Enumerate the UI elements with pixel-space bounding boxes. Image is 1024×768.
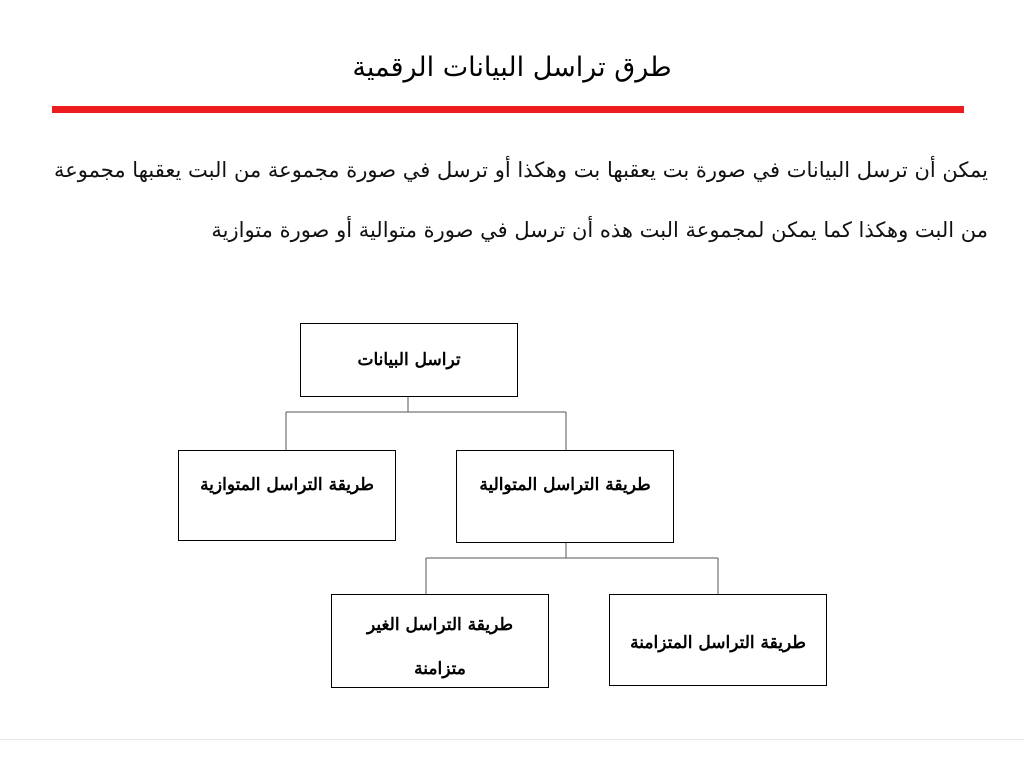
diagram-serial-box <box>456 450 674 543</box>
footer-divider <box>0 739 1024 740</box>
diagram-root-box <box>300 323 518 397</box>
slide-title: طرق تراسل البيانات الرقمية <box>352 52 672 83</box>
diagram-async-label: طريقة التراسل الغير متزامنة <box>366 615 514 679</box>
body-paragraph: يمكن أن ترسل البيانات في صورة بت يعقبها بت وهكذا أو ترسل في صورة مجموعة من البت يعقبها مجموعة من البت وهكذا كما يمكن لمجموعة البت هذه أن ترسل في صورة متوالية أو صورة متوازية <box>54 158 988 242</box>
diagram-parallel-box <box>178 450 396 541</box>
title-underline <box>52 106 964 113</box>
diagram-async-box <box>331 594 549 688</box>
diagram-sync-label: طريقة التراسل المتزامنة <box>630 633 806 653</box>
diagram-root-label: تراسل البيانات <box>357 350 461 370</box>
diagram-serial-label: طريقة التراسل المتوالية <box>479 475 651 495</box>
diagram-sync-box <box>609 594 827 686</box>
diagram-parallel-label: طريقة التراسل المتوازية <box>200 475 374 495</box>
